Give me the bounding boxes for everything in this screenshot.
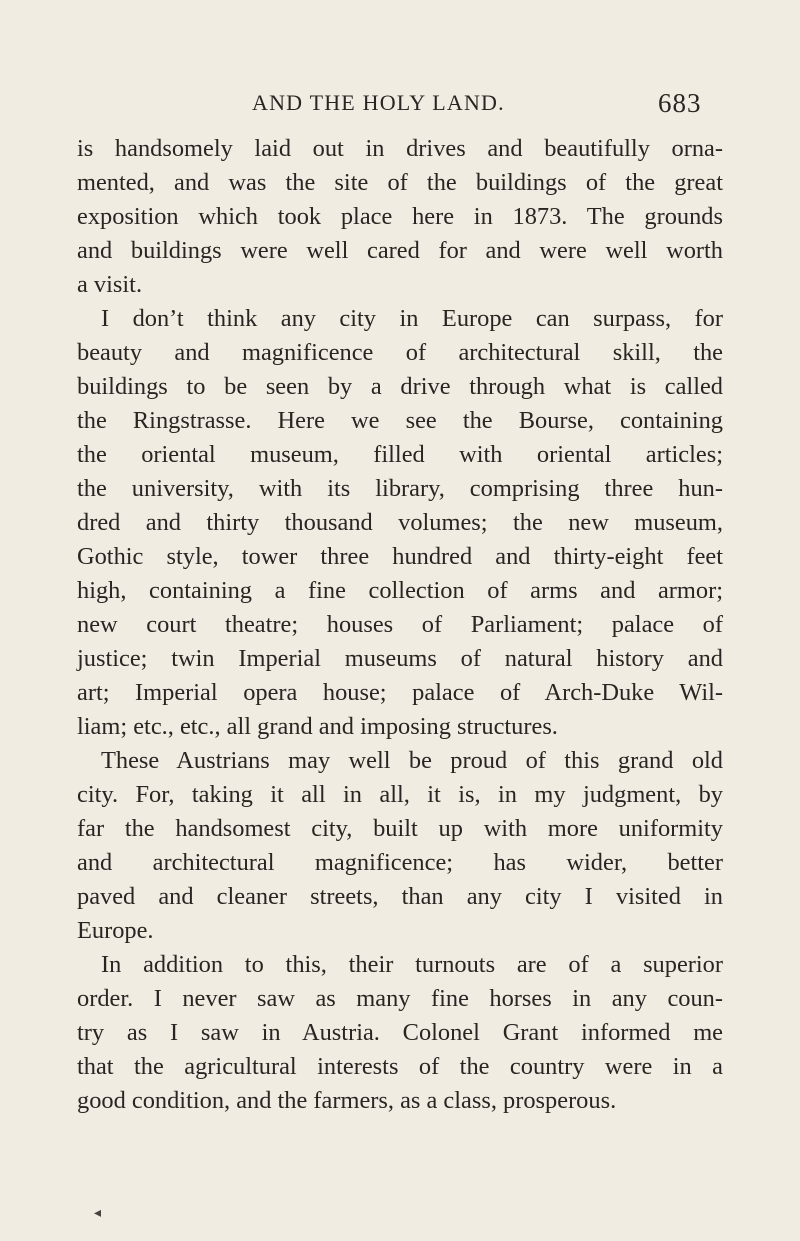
text-line: beauty and magnificence of architectural skill, the — [77, 339, 723, 366]
text-line: the oriental museum, filled with oriental articles; — [77, 441, 723, 468]
text-line: These Austrians may well be proud of this grand old — [101, 747, 723, 774]
text-line: try as I saw in Austria. Colonel Grant informed me — [77, 1019, 723, 1046]
text-line: liam; etc., etc., all grand and imposing structures. — [77, 713, 558, 740]
text-line: a visit. — [77, 271, 143, 298]
text-line: order. I never saw as many fine horses in any coun- — [77, 985, 723, 1012]
text-line: exposition which took place here in 1873. The grounds — [77, 203, 723, 230]
text-line: is handsomely laid out in drives and beautifully orna- — [77, 135, 723, 162]
text-line: and buildings were well cared for and were well worth — [77, 237, 723, 264]
text-line: art; Imperial opera house; palace of Arch-Duke Wil- — [77, 679, 723, 706]
running-head: AND THE HOLY LAND. — [252, 90, 505, 115]
text-line: Gothic style, tower three hundred and thirty-eight feet — [77, 543, 723, 570]
footer-mark: ◂ — [94, 1206, 102, 1221]
text-line: far the handsomest city, built up with more uniformity — [77, 815, 723, 842]
text-line: buildings to be seen by a drive through what is called — [77, 373, 723, 400]
text-line: city. For, taking it all in all, it is, in my judgment, by — [77, 781, 723, 808]
text-line: good condition, and the farmers, as a class, prosperous. — [77, 1087, 617, 1114]
text-line: high, containing a fine collection of arms and armor; — [77, 577, 723, 604]
text-line: mented, and was the site of the buildings of the great — [77, 169, 723, 196]
text-line: In addition to this, their turnouts are of a superior — [101, 951, 723, 978]
text-line: the Ringstrasse. Here we see the Bourse, containing — [77, 407, 723, 434]
text-line: Europe. — [77, 917, 154, 944]
page-number: 683 — [658, 88, 702, 118]
text-line: and architectural magnificence; has wider, better — [77, 849, 723, 876]
text-line: I don’t think any city in Europe can surpass, for — [101, 305, 723, 332]
text-line: paved and cleaner streets, than any city I visited in — [77, 883, 723, 910]
text-line: the university, with its library, comprising three hun- — [77, 475, 723, 502]
text-line: justice; twin Imperial museums of natural history and — [77, 645, 723, 672]
body-text — [77, 132, 723, 1118]
page-header — [0, 88, 800, 124]
text-line: that the agricultural interests of the country were in a — [77, 1053, 723, 1080]
text-line: dred and thirty thousand volumes; the new museum, — [77, 509, 723, 536]
text-line: new court theatre; houses of Parliament; palace of — [77, 611, 723, 638]
